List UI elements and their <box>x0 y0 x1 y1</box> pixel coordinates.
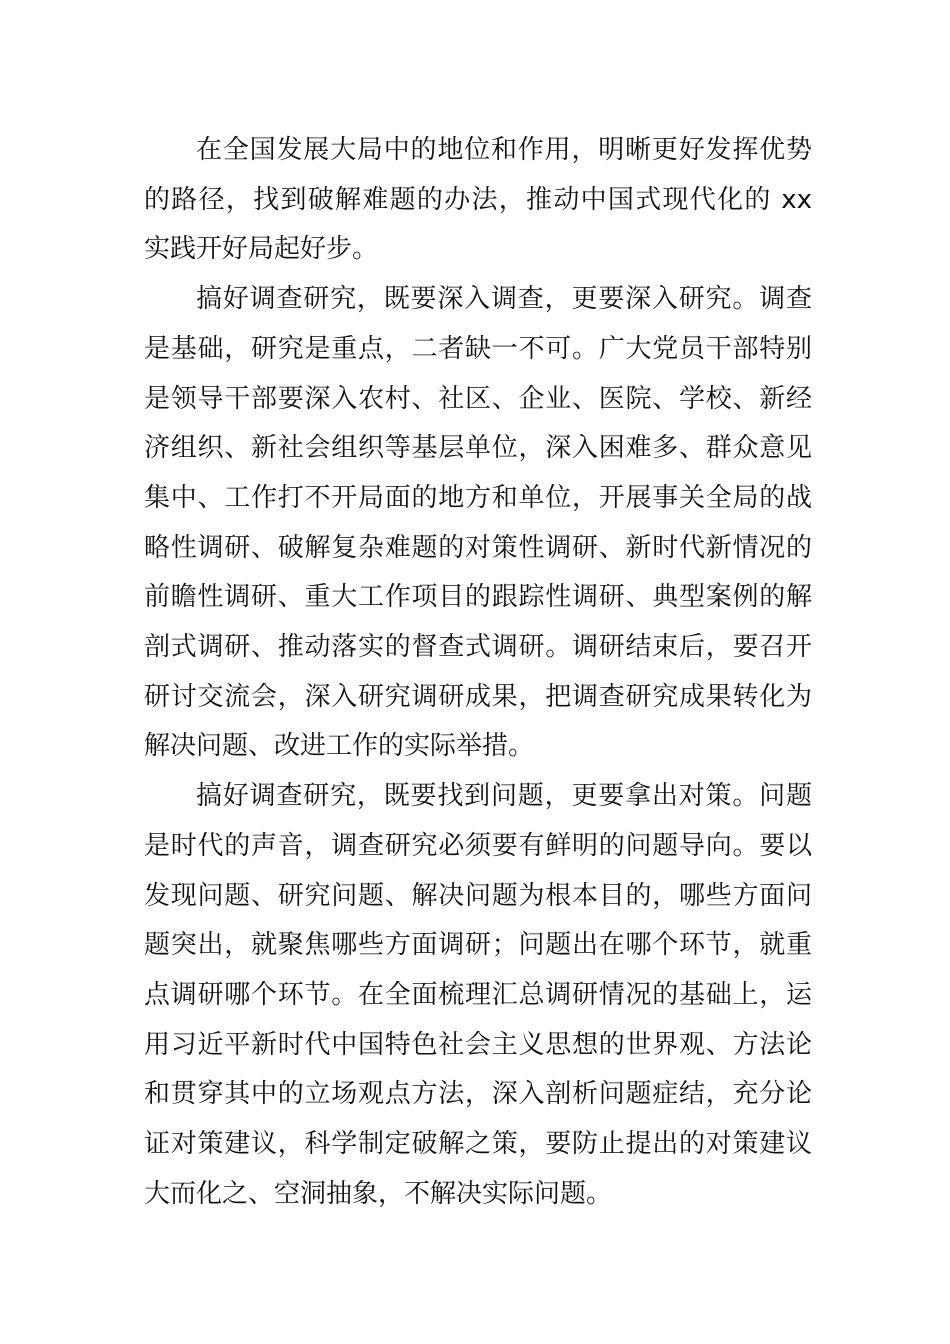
paragraph-3: 搞好调查研究，既要找到问题，更要拿出对策。问题是时代的声音，调查研究必须要有鲜明的问题导向。要以发现问题、研究问题、解决问题为根本目的，哪些方面问题突出，就聚焦哪些方面调研；问题出在哪个环节，就重点调研哪个环节。在全面梳理汇总调研情况的基础上，运用习近平新时代中国特色社会主义思想的世界观、方法论和贯穿其中的立场观点方法，深入剖析问题症结，充分论证对策建议，科学制定破解之策，要防止提出的对策建议大而化之、空洞抽象，不解决实际问题。 <box>144 781 812 1209</box>
document-body <box>144 126 812 1219</box>
paragraph-2: 搞好调查研究，既要深入调查，更要深入研究。调查是基础，研究是重点，二者缺一不可。广大党员干部特别是领导干部要深入农村、社区、企业、医院、学校、新经济组织、新社会组织等基层单位，深入困难多、群众意见集中、工作打不开局面的地方和单位，开展事关全局的战略性调研、破解复杂难题的对策性调研、新时代新情况的前瞻性调研、重大工作项目的跟踪性调研、典型案例的解剖式调研、推动落实的督查式调研。调研结束后，要召开研讨交流会，深入研究调研成果，把调查研究成果转化为解决问题、改进工作的实际举措。 <box>144 284 812 762</box>
paragraph-1: 在全国发展大局中的地位和作用，明晰更好发挥优势的路径，找到破解难题的办法，推动中国式现代化的 xx 实践开好局起好步。 <box>144 135 812 265</box>
